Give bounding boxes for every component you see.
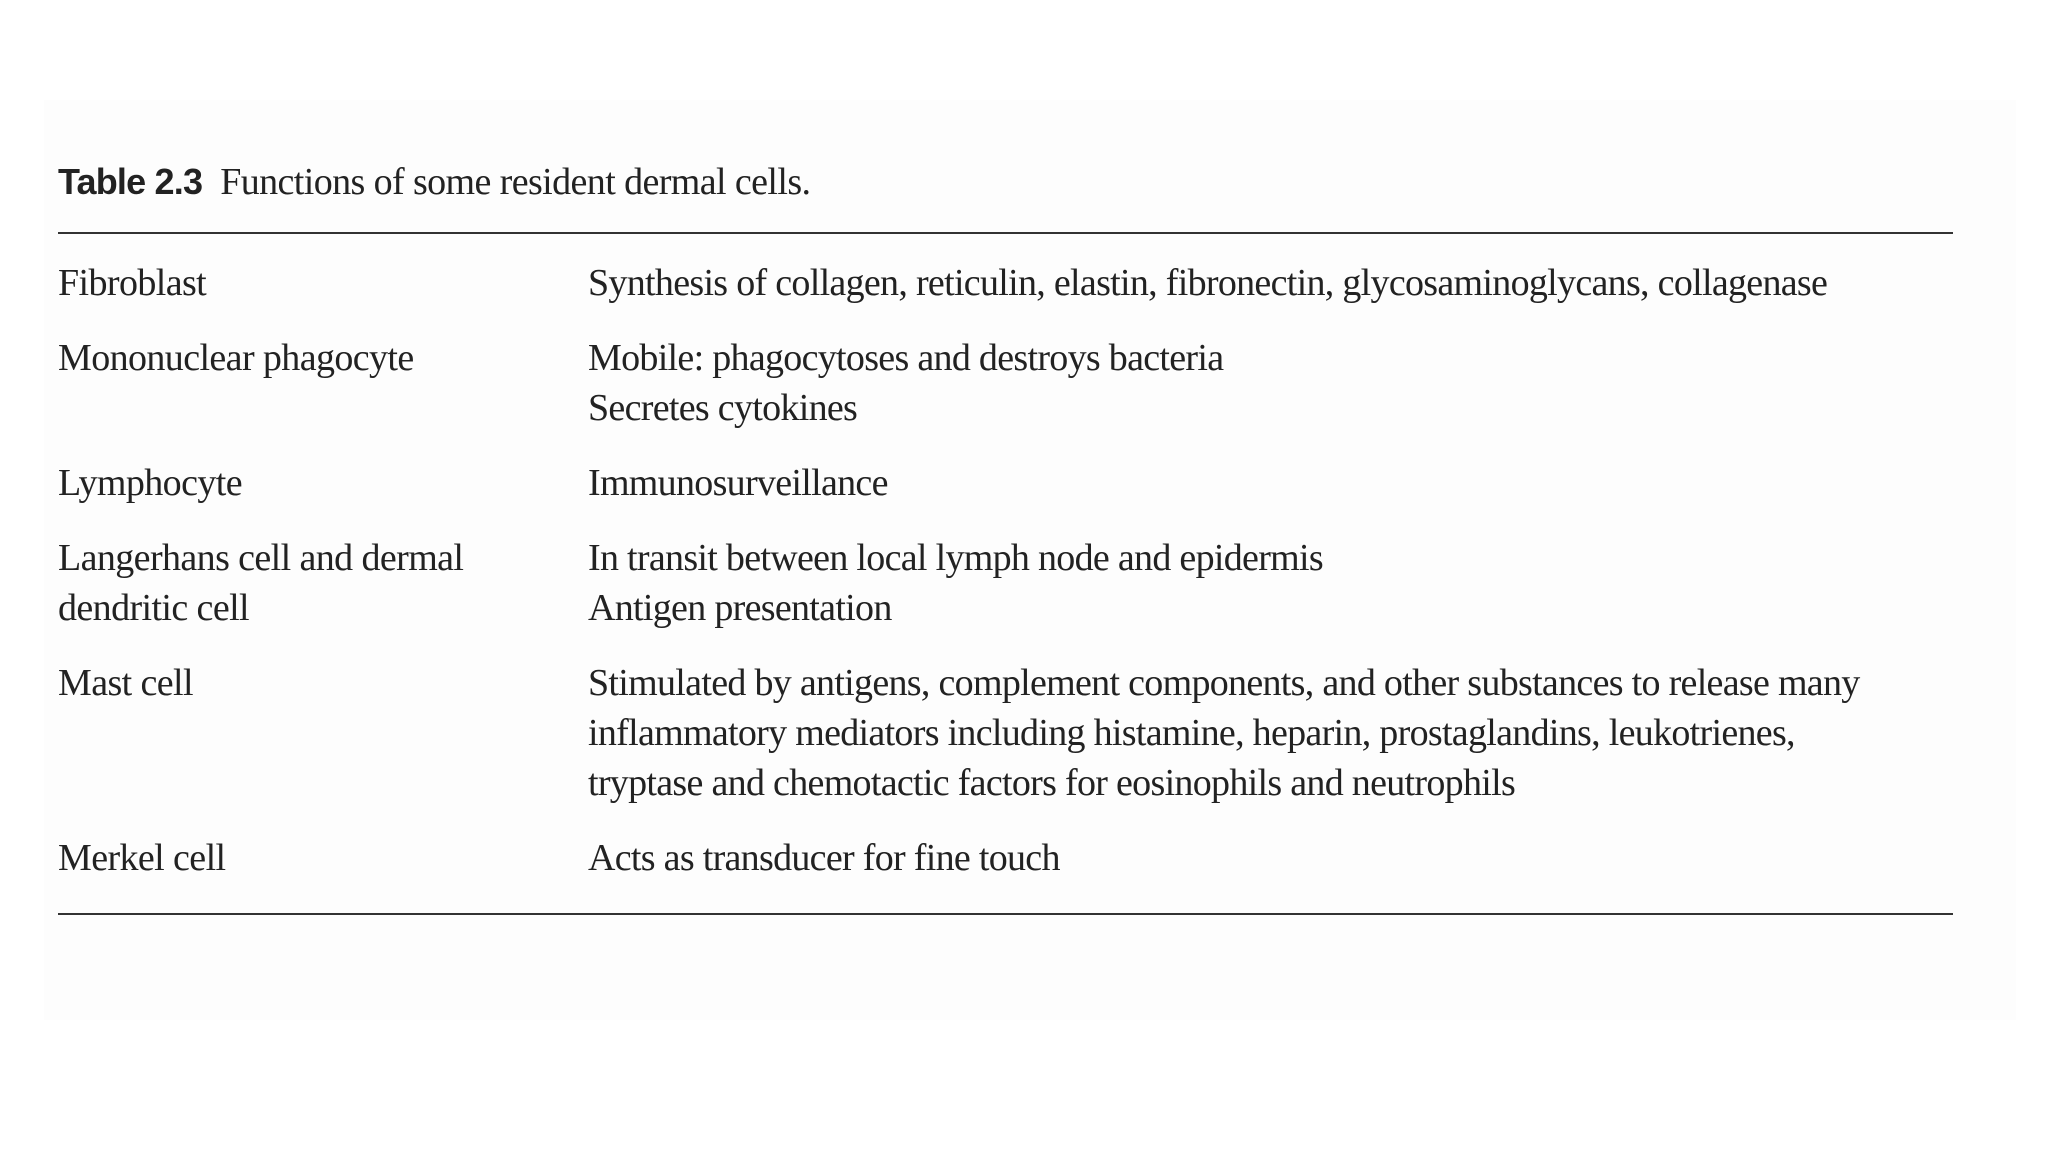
function-line: Mobile: phagocytoses and destroys bacteria	[588, 337, 1224, 379]
cell-function	[588, 658, 1958, 808]
function-line: Antigen presentation	[588, 587, 892, 629]
cell-function	[588, 258, 1958, 308]
function-line: Acts as transducer for fine touch	[588, 837, 1060, 879]
dermal-cells-table	[58, 258, 1958, 908]
cell-type-line: Lymphocyte	[58, 462, 242, 504]
cell-type	[58, 258, 588, 308]
table-number: Table 2.3	[58, 161, 203, 202]
cell-type-line: Mononuclear phagocyte	[58, 337, 414, 379]
table-caption	[58, 160, 810, 204]
top-rule	[58, 232, 1953, 234]
function-line: Secretes cytokines	[588, 387, 858, 429]
cell-type-line: dendritic cell	[58, 587, 250, 629]
cell-type-line: Fibroblast	[58, 262, 207, 304]
bottom-rule	[58, 913, 1953, 915]
cell-function	[588, 533, 1958, 633]
cell-type	[58, 333, 588, 433]
cell-type-line: Langerhans cell and dermal	[58, 537, 464, 579]
function-line: Immunosurveillance	[588, 462, 888, 504]
function-line: inflammatory mediators including histamine, heparin, prostaglandins, leukotrienes,	[588, 712, 1795, 754]
table-row-langerhans-cell	[58, 533, 1958, 633]
cell-function	[588, 458, 1958, 508]
function-line: tryptase and chemotactic factors for eosinophils and neutrophils	[588, 762, 1516, 804]
table-title: Functions of some resident dermal cells.	[220, 161, 811, 203]
cell-type	[58, 458, 588, 508]
function-line: Stimulated by antigens, complement components, and other substances to release many	[588, 662, 1860, 704]
cell-type	[58, 833, 588, 883]
function-line: In transit between local lymph node and epidermis	[588, 537, 1323, 579]
cell-function	[588, 833, 1958, 883]
cell-type-line: Merkel cell	[58, 837, 226, 879]
table-row-lymphocyte	[58, 458, 1958, 508]
table-row-mast-cell	[58, 658, 1958, 808]
cell-type	[58, 658, 588, 808]
function-line: Synthesis of collagen, reticulin, elastin, fibronectin, glycosaminoglycans, collagenase	[588, 262, 1828, 304]
cell-type	[58, 533, 588, 633]
cell-function	[588, 333, 1958, 433]
table-row-mononuclear-phagocyte	[58, 333, 1958, 433]
table-row-merkel-cell	[58, 833, 1958, 883]
table-row-fibroblast	[58, 258, 1958, 308]
cell-type-line: Mast cell	[58, 662, 193, 704]
